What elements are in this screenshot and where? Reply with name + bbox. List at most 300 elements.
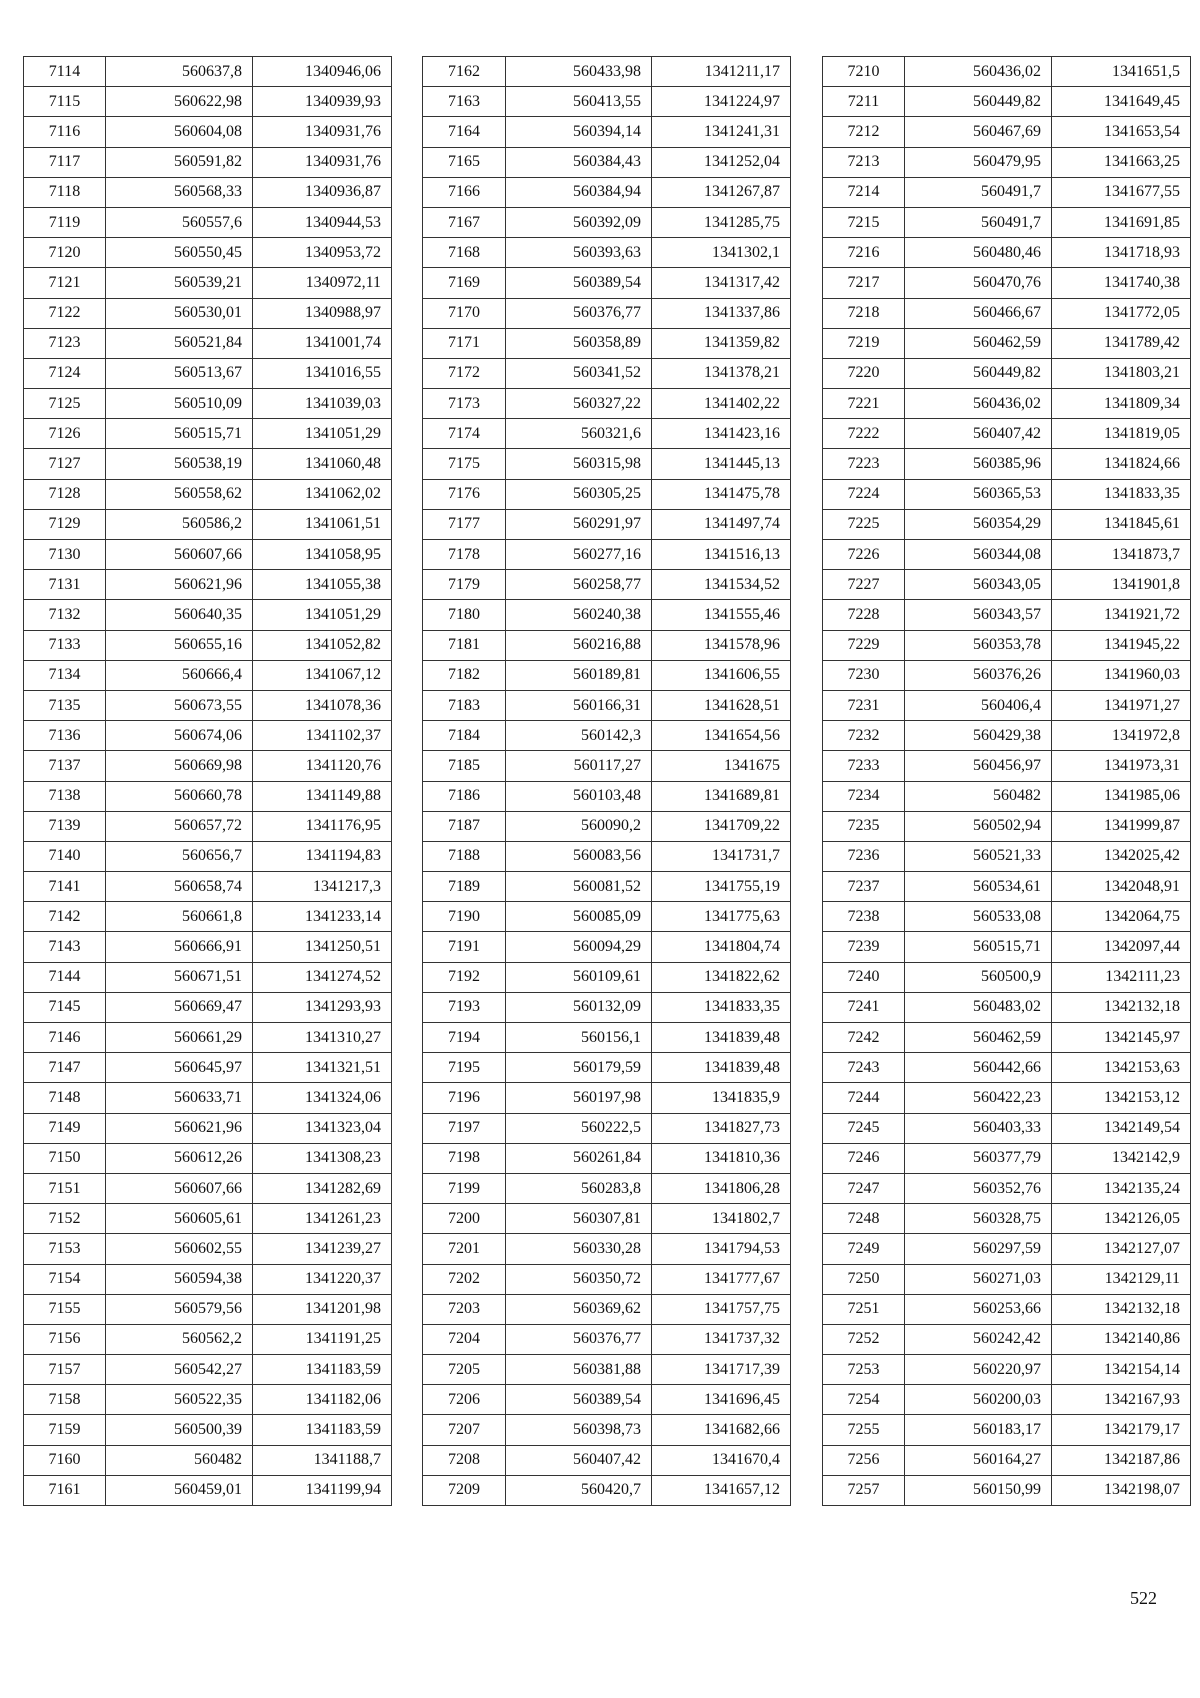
y-coordinate-cell: 1342149,54: [1052, 1113, 1191, 1143]
x-coordinate-cell: 560594,38: [106, 1264, 253, 1294]
point-number-cell: 7135: [24, 690, 106, 720]
table-row: [823, 630, 1191, 660]
table-row: [823, 268, 1191, 298]
point-number-cell: 7166: [423, 177, 506, 207]
point-number-cell: 7143: [24, 932, 106, 962]
x-coordinate-cell: 560142,3: [506, 721, 652, 751]
point-number-cell: 7128: [24, 479, 106, 509]
x-coordinate-cell: 560164,27: [905, 1445, 1052, 1475]
table-row: [423, 902, 791, 932]
point-number-cell: 7154: [24, 1264, 106, 1294]
table-row: [24, 1113, 392, 1143]
y-coordinate-cell: 1340931,76: [253, 117, 392, 147]
y-coordinate-cell: 1341845,61: [1052, 509, 1191, 539]
table-row: [823, 1264, 1191, 1294]
table-row: [423, 1143, 791, 1173]
point-number-cell: 7134: [24, 660, 106, 690]
point-number-cell: 7153: [24, 1234, 106, 1264]
point-number-cell: 7159: [24, 1415, 106, 1445]
table-row: [823, 540, 1191, 570]
x-coordinate-cell: 560612,26: [106, 1143, 253, 1173]
point-number-cell: 7178: [423, 540, 506, 570]
x-coordinate-cell: 560328,75: [905, 1204, 1052, 1234]
x-coordinate-cell: 560621,96: [106, 570, 253, 600]
table-row: [823, 177, 1191, 207]
x-coordinate-cell: 560307,81: [506, 1204, 652, 1234]
y-coordinate-cell: 1342127,07: [1052, 1234, 1191, 1264]
table-row: [423, 781, 791, 811]
point-number-cell: 7208: [423, 1445, 506, 1475]
table-row: [423, 811, 791, 841]
table-row: [423, 690, 791, 720]
table-row: [823, 1385, 1191, 1415]
point-number-cell: 7217: [823, 268, 905, 298]
y-coordinate-cell: 1341809,34: [1052, 389, 1191, 419]
y-coordinate-cell: 1341252,04: [652, 147, 791, 177]
table-row: [423, 328, 791, 358]
point-number-cell: 7156: [24, 1324, 106, 1354]
y-coordinate-cell: 1342187,86: [1052, 1445, 1191, 1475]
y-coordinate-cell: 1340936,87: [253, 177, 392, 207]
y-coordinate-cell: 1341777,67: [652, 1264, 791, 1294]
table-row: [823, 479, 1191, 509]
point-number-cell: 7196: [423, 1083, 506, 1113]
point-number-cell: 7182: [423, 660, 506, 690]
y-coordinate-cell: 1341677,55: [1052, 177, 1191, 207]
y-coordinate-cell: 1341628,51: [652, 690, 791, 720]
table-row: [823, 902, 1191, 932]
table-row: [823, 87, 1191, 117]
y-coordinate-cell: 1341945,22: [1052, 630, 1191, 660]
coordinate-table-3-body: [823, 57, 1191, 1506]
point-number-cell: 7149: [24, 1113, 106, 1143]
y-coordinate-cell: 1341062,02: [253, 479, 392, 509]
x-coordinate-cell: 560436,02: [905, 57, 1052, 87]
y-coordinate-cell: 1341445,13: [652, 449, 791, 479]
x-coordinate-cell: 560459,01: [106, 1475, 253, 1505]
y-coordinate-cell: 1341282,69: [253, 1173, 392, 1203]
coordinate-table-2-body: [423, 57, 791, 1506]
y-coordinate-cell: 1342126,05: [1052, 1204, 1191, 1234]
point-number-cell: 7162: [423, 57, 506, 87]
y-coordinate-cell: 1341803,21: [1052, 358, 1191, 388]
x-coordinate-cell: 560657,72: [106, 811, 253, 841]
point-number-cell: 7202: [423, 1264, 506, 1294]
table-row: [823, 1355, 1191, 1385]
x-coordinate-cell: 560482: [106, 1445, 253, 1475]
y-coordinate-cell: 1341696,45: [652, 1385, 791, 1415]
y-coordinate-cell: 1341199,94: [253, 1475, 392, 1505]
point-number-cell: 7198: [423, 1143, 506, 1173]
table-row: [423, 721, 791, 751]
y-coordinate-cell: 1341657,12: [652, 1475, 791, 1505]
point-number-cell: 7254: [823, 1385, 905, 1415]
x-coordinate-cell: 560456,97: [905, 751, 1052, 781]
table-row: [423, 238, 791, 268]
y-coordinate-cell: 1341757,75: [652, 1294, 791, 1324]
table-row: [24, 1053, 392, 1083]
y-coordinate-cell: 1341201,98: [253, 1294, 392, 1324]
point-number-cell: 7231: [823, 690, 905, 720]
point-number-cell: 7186: [423, 781, 506, 811]
x-coordinate-cell: 560406,4: [905, 690, 1052, 720]
table-row: [24, 1083, 392, 1113]
x-coordinate-cell: 560350,72: [506, 1264, 652, 1294]
table-row: [823, 721, 1191, 751]
y-coordinate-cell: 1341973,31: [1052, 751, 1191, 781]
point-number-cell: 7183: [423, 690, 506, 720]
point-number-cell: 7115: [24, 87, 106, 117]
table-row: [823, 238, 1191, 268]
point-number-cell: 7223: [823, 449, 905, 479]
table-row: [24, 87, 392, 117]
y-coordinate-cell: 1341039,03: [253, 389, 392, 419]
y-coordinate-cell: 1341772,05: [1052, 298, 1191, 328]
x-coordinate-cell: 560637,8: [106, 57, 253, 87]
y-coordinate-cell: 1341827,73: [652, 1113, 791, 1143]
table-row: [423, 268, 791, 298]
x-coordinate-cell: 560377,79: [905, 1143, 1052, 1173]
point-number-cell: 7126: [24, 419, 106, 449]
point-number-cell: 7240: [823, 962, 905, 992]
point-number-cell: 7173: [423, 389, 506, 419]
x-coordinate-cell: 560422,23: [905, 1083, 1052, 1113]
y-coordinate-cell: 1341794,53: [652, 1234, 791, 1264]
y-coordinate-cell: 1341497,74: [652, 509, 791, 539]
table-row: [24, 811, 392, 841]
point-number-cell: 7201: [423, 1234, 506, 1264]
y-coordinate-cell: 1341058,95: [253, 540, 392, 570]
y-coordinate-cell: 1342140,86: [1052, 1324, 1191, 1354]
x-coordinate-cell: 560666,4: [106, 660, 253, 690]
y-coordinate-cell: 1341737,32: [652, 1324, 791, 1354]
point-number-cell: 7144: [24, 962, 106, 992]
table-row: [823, 600, 1191, 630]
table-row: [24, 147, 392, 177]
table-row: [423, 1415, 791, 1445]
y-coordinate-cell: 1341261,23: [253, 1204, 392, 1234]
table-row: [823, 509, 1191, 539]
point-number-cell: 7175: [423, 449, 506, 479]
table-row: [423, 207, 791, 237]
x-coordinate-cell: 560376,77: [506, 1324, 652, 1354]
x-coordinate-cell: 560420,7: [506, 1475, 652, 1505]
x-coordinate-cell: 560271,03: [905, 1264, 1052, 1294]
x-coordinate-cell: 560352,76: [905, 1173, 1052, 1203]
table-row: [24, 932, 392, 962]
x-coordinate-cell: 560491,7: [905, 207, 1052, 237]
y-coordinate-cell: 1341310,27: [253, 1023, 392, 1053]
x-coordinate-cell: 560669,98: [106, 751, 253, 781]
point-number-cell: 7142: [24, 902, 106, 932]
point-number-cell: 7170: [423, 298, 506, 328]
y-coordinate-cell: 1341960,03: [1052, 660, 1191, 690]
x-coordinate-cell: 560305,25: [506, 479, 652, 509]
table-row: [423, 1083, 791, 1113]
y-coordinate-cell: 1341067,12: [253, 660, 392, 690]
x-coordinate-cell: 560502,94: [905, 811, 1052, 841]
table-row: [24, 1294, 392, 1324]
x-coordinate-cell: 560197,98: [506, 1083, 652, 1113]
x-coordinate-cell: 560640,35: [106, 600, 253, 630]
x-coordinate-cell: 560216,88: [506, 630, 652, 660]
x-coordinate-cell: 560550,45: [106, 238, 253, 268]
y-coordinate-cell: 1340988,97: [253, 298, 392, 328]
point-number-cell: 7187: [423, 811, 506, 841]
x-coordinate-cell: 560384,43: [506, 147, 652, 177]
point-number-cell: 7129: [24, 509, 106, 539]
point-number-cell: 7114: [24, 57, 106, 87]
x-coordinate-cell: 560393,63: [506, 238, 652, 268]
x-coordinate-cell: 560327,22: [506, 389, 652, 419]
y-coordinate-cell: 1341921,72: [1052, 600, 1191, 630]
x-coordinate-cell: 560240,38: [506, 600, 652, 630]
x-coordinate-cell: 560394,14: [506, 117, 652, 147]
point-number-cell: 7227: [823, 570, 905, 600]
x-coordinate-cell: 560513,67: [106, 358, 253, 388]
point-number-cell: 7210: [823, 57, 905, 87]
page-number: 522: [1130, 1588, 1157, 1608]
point-number-cell: 7236: [823, 841, 905, 871]
point-number-cell: 7125: [24, 389, 106, 419]
table-row: [823, 570, 1191, 600]
x-coordinate-cell: 560132,09: [506, 992, 652, 1022]
y-coordinate-cell: 1341731,7: [652, 841, 791, 871]
x-coordinate-cell: 560479,95: [905, 147, 1052, 177]
table-row: [423, 570, 791, 600]
point-number-cell: 7232: [823, 721, 905, 751]
y-coordinate-cell: 1341833,35: [652, 992, 791, 1022]
y-coordinate-cell: 1341718,93: [1052, 238, 1191, 268]
table-row: [823, 358, 1191, 388]
y-coordinate-cell: 1341194,83: [253, 841, 392, 871]
x-coordinate-cell: 560343,05: [905, 570, 1052, 600]
table-row: [24, 419, 392, 449]
x-coordinate-cell: 560189,81: [506, 660, 652, 690]
point-number-cell: 7255: [823, 1415, 905, 1445]
x-coordinate-cell: 560341,52: [506, 358, 652, 388]
y-coordinate-cell: 1341682,66: [652, 1415, 791, 1445]
y-coordinate-cell: 1341052,82: [253, 630, 392, 660]
x-coordinate-cell: 560579,56: [106, 1294, 253, 1324]
x-coordinate-cell: 560166,31: [506, 690, 652, 720]
y-coordinate-cell: 1341534,52: [652, 570, 791, 600]
point-number-cell: 7122: [24, 298, 106, 328]
point-number-cell: 7238: [823, 902, 905, 932]
point-number-cell: 7191: [423, 932, 506, 962]
table-row: [423, 660, 791, 690]
point-number-cell: 7124: [24, 358, 106, 388]
table-row: [823, 932, 1191, 962]
table-row: [823, 660, 1191, 690]
y-coordinate-cell: 1341120,76: [253, 751, 392, 781]
x-coordinate-cell: 560436,02: [905, 389, 1052, 419]
point-number-cell: 7158: [24, 1385, 106, 1415]
x-coordinate-cell: 560515,71: [905, 932, 1052, 962]
table-row: [24, 177, 392, 207]
point-number-cell: 7130: [24, 540, 106, 570]
table-row: [24, 1415, 392, 1445]
table-row: [823, 962, 1191, 992]
point-number-cell: 7172: [423, 358, 506, 388]
table-row: [423, 358, 791, 388]
x-coordinate-cell: 560568,33: [106, 177, 253, 207]
x-coordinate-cell: 560449,82: [905, 87, 1052, 117]
table-row: [823, 1143, 1191, 1173]
point-number-cell: 7214: [823, 177, 905, 207]
x-coordinate-cell: 560515,71: [106, 419, 253, 449]
y-coordinate-cell: 1341176,95: [253, 811, 392, 841]
table-row: [24, 1204, 392, 1234]
y-coordinate-cell: 1341824,66: [1052, 449, 1191, 479]
y-coordinate-cell: 1341183,59: [253, 1415, 392, 1445]
point-number-cell: 7165: [423, 147, 506, 177]
table-row: [24, 660, 392, 690]
point-number-cell: 7215: [823, 207, 905, 237]
y-coordinate-cell: 1341833,35: [1052, 479, 1191, 509]
point-number-cell: 7252: [823, 1324, 905, 1354]
point-number-cell: 7131: [24, 570, 106, 600]
x-coordinate-cell: 560562,2: [106, 1324, 253, 1354]
x-coordinate-cell: 560655,16: [106, 630, 253, 660]
table-row: [823, 811, 1191, 841]
table-row: [24, 449, 392, 479]
point-number-cell: 7146: [24, 1023, 106, 1053]
x-coordinate-cell: 560344,08: [905, 540, 1052, 570]
y-coordinate-cell: 1341323,04: [253, 1113, 392, 1143]
table-row: [423, 992, 791, 1022]
point-number-cell: 7141: [24, 872, 106, 902]
table-row: [24, 1324, 392, 1354]
y-coordinate-cell: 1341078,36: [253, 690, 392, 720]
y-coordinate-cell: 1341001,74: [253, 328, 392, 358]
x-coordinate-cell: 560330,28: [506, 1234, 652, 1264]
x-coordinate-cell: 560150,99: [905, 1475, 1052, 1505]
y-coordinate-cell: 1341663,25: [1052, 147, 1191, 177]
table-row: [423, 449, 791, 479]
table-row: [423, 117, 791, 147]
x-coordinate-cell: 560480,46: [905, 238, 1052, 268]
point-number-cell: 7177: [423, 509, 506, 539]
table-row: [24, 751, 392, 781]
point-number-cell: 7235: [823, 811, 905, 841]
y-coordinate-cell: 1340944,53: [253, 207, 392, 237]
x-coordinate-cell: 560539,21: [106, 268, 253, 298]
coordinate-table-3: [822, 56, 1191, 1506]
table-row: [24, 1143, 392, 1173]
table-row: [423, 1023, 791, 1053]
table-row: [24, 902, 392, 932]
table-row: [423, 147, 791, 177]
table-row: [423, 1234, 791, 1264]
y-coordinate-cell: 1342198,07: [1052, 1475, 1191, 1505]
point-number-cell: 7246: [823, 1143, 905, 1173]
y-coordinate-cell: 1341274,52: [253, 962, 392, 992]
x-coordinate-cell: 560085,09: [506, 902, 652, 932]
table-row: [823, 207, 1191, 237]
y-coordinate-cell: 1342025,42: [1052, 841, 1191, 871]
point-number-cell: 7197: [423, 1113, 506, 1143]
table-row: [24, 479, 392, 509]
table-row: [423, 1294, 791, 1324]
point-number-cell: 7136: [24, 721, 106, 751]
x-coordinate-cell: 560109,61: [506, 962, 652, 992]
point-number-cell: 7185: [423, 751, 506, 781]
x-coordinate-cell: 560607,66: [106, 1173, 253, 1203]
point-number-cell: 7242: [823, 1023, 905, 1053]
table-row: [823, 781, 1191, 811]
x-coordinate-cell: 560538,19: [106, 449, 253, 479]
x-coordinate-cell: 560462,59: [905, 328, 1052, 358]
table-row: [823, 1445, 1191, 1475]
point-number-cell: 7237: [823, 872, 905, 902]
table-row: [823, 147, 1191, 177]
y-coordinate-cell: 1341149,88: [253, 781, 392, 811]
table-row: [24, 690, 392, 720]
table-row: [423, 1204, 791, 1234]
y-coordinate-cell: 1341055,38: [253, 570, 392, 600]
x-coordinate-cell: 560466,67: [905, 298, 1052, 328]
y-coordinate-cell: 1341337,86: [652, 298, 791, 328]
x-coordinate-cell: 560297,59: [905, 1234, 1052, 1264]
x-coordinate-cell: 560500,9: [905, 962, 1052, 992]
point-number-cell: 7171: [423, 328, 506, 358]
point-number-cell: 7226: [823, 540, 905, 570]
point-number-cell: 7206: [423, 1385, 506, 1415]
point-number-cell: 7174: [423, 419, 506, 449]
point-number-cell: 7257: [823, 1475, 905, 1505]
x-coordinate-cell: 560542,27: [106, 1355, 253, 1385]
x-coordinate-cell: 560591,82: [106, 147, 253, 177]
y-coordinate-cell: 1340972,11: [253, 268, 392, 298]
x-coordinate-cell: 560376,26: [905, 660, 1052, 690]
table-row: [423, 1173, 791, 1203]
table-row: [24, 872, 392, 902]
table-row: [423, 177, 791, 207]
table-row: [823, 1324, 1191, 1354]
point-number-cell: 7123: [24, 328, 106, 358]
x-coordinate-cell: 560283,8: [506, 1173, 652, 1203]
y-coordinate-cell: 1341810,36: [652, 1143, 791, 1173]
table-row: [24, 509, 392, 539]
x-coordinate-cell: 560183,17: [905, 1415, 1052, 1445]
table-row: [423, 841, 791, 871]
y-coordinate-cell: 1342132,18: [1052, 992, 1191, 1022]
point-number-cell: 7147: [24, 1053, 106, 1083]
x-coordinate-cell: 560607,66: [106, 540, 253, 570]
x-coordinate-cell: 560277,16: [506, 540, 652, 570]
x-coordinate-cell: 560381,88: [506, 1355, 652, 1385]
point-number-cell: 7152: [24, 1204, 106, 1234]
table-row: [823, 117, 1191, 147]
point-number-cell: 7160: [24, 1445, 106, 1475]
table-row: [823, 1415, 1191, 1445]
table-row: [423, 600, 791, 630]
point-number-cell: 7199: [423, 1173, 506, 1203]
point-number-cell: 7247: [823, 1173, 905, 1203]
point-number-cell: 7121: [24, 268, 106, 298]
x-coordinate-cell: 560534,61: [905, 872, 1052, 902]
table-row: [823, 1294, 1191, 1324]
point-number-cell: 7251: [823, 1294, 905, 1324]
x-coordinate-cell: 560343,57: [905, 600, 1052, 630]
x-coordinate-cell: 560530,01: [106, 298, 253, 328]
point-number-cell: 7116: [24, 117, 106, 147]
x-coordinate-cell: 560645,97: [106, 1053, 253, 1083]
x-coordinate-cell: 560222,5: [506, 1113, 652, 1143]
point-number-cell: 7224: [823, 479, 905, 509]
point-number-cell: 7241: [823, 992, 905, 1022]
